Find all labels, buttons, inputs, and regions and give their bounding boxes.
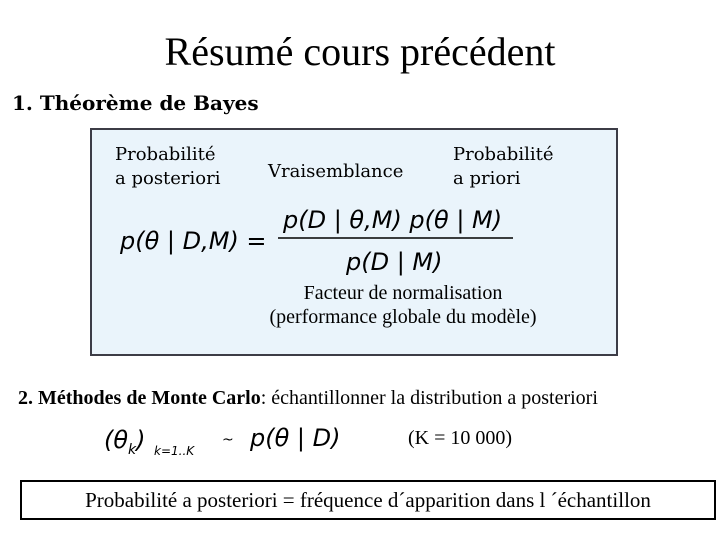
bayes-formula bbox=[118, 200, 538, 280]
formula-numerator: p(D | θ,M) p(θ | M) bbox=[283, 206, 503, 234]
section-bayes-heading: 1. Théorème de Bayes bbox=[12, 91, 259, 115]
mc-index-range: k=1..K bbox=[154, 444, 195, 458]
svg-text:(θk) bbox=[104, 426, 146, 458]
mc-sample-sub: k bbox=[128, 442, 137, 458]
mc-distribution: p(θ | D) bbox=[250, 424, 341, 452]
section-montecarlo-heading bbox=[18, 387, 598, 410]
mc-sample-close: ) bbox=[136, 426, 146, 454]
mc-sample-open: (θ bbox=[104, 426, 129, 454]
posterior-label-line1: Probabilité bbox=[115, 144, 216, 165]
normalisation-label bbox=[228, 281, 578, 329]
likelihood-label: Vraisemblance bbox=[268, 161, 404, 182]
posterior-label bbox=[115, 143, 221, 191]
formula-lhs: p(θ | D,M) = bbox=[120, 227, 267, 255]
normalisation-line2: (performance globale du modèle) bbox=[269, 306, 537, 328]
k-value: (K = 10 000) bbox=[408, 427, 513, 449]
prior-label-line1: Probabilité bbox=[453, 144, 554, 165]
mc-sampling-formula bbox=[100, 418, 360, 462]
slide-title: Résumé cours précédent bbox=[164, 29, 556, 74]
section-montecarlo-rest: : échantillonner la distribution a posteriori bbox=[260, 387, 598, 409]
posterior-label-line2: a posteriori bbox=[115, 168, 221, 189]
prior-label bbox=[453, 143, 554, 191]
formula-denominator: p(D | M) bbox=[346, 248, 443, 276]
mc-tilde: ~ bbox=[222, 432, 234, 448]
summary-box: Probabilité a posteriori = fréquence d´apparition dans l ´échantillon bbox=[20, 480, 716, 520]
prior-label-line2: a priori bbox=[453, 168, 521, 189]
section-montecarlo-bold: 2. Méthodes de Monte Carlo bbox=[18, 387, 261, 409]
normalisation-line1: Facteur de normalisation bbox=[303, 282, 503, 304]
